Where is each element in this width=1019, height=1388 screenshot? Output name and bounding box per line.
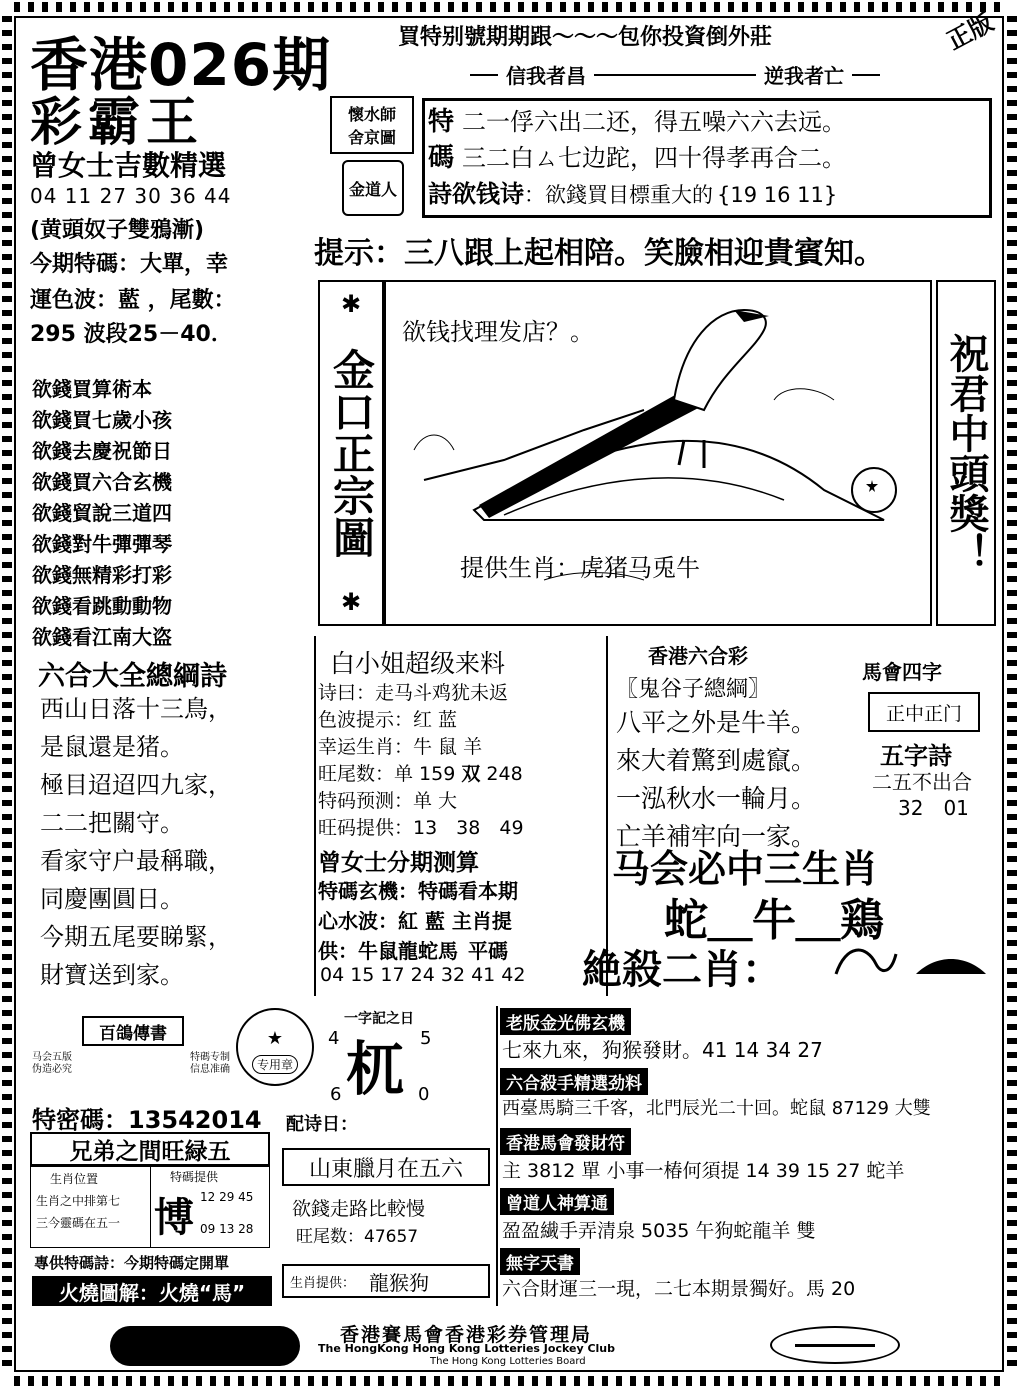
num-tl: 4 <box>328 1028 340 1049</box>
horse-title: 馬會四字 <box>862 660 942 684</box>
left-line1: 今期特碼：大單，幸 <box>30 252 229 277</box>
supply-big-char: 博 <box>154 1195 194 1241</box>
special-code-line <box>32 1100 262 1135</box>
num-tr: 5 <box>420 1028 432 1049</box>
motto-wang: 逆我者亡 <box>764 64 844 88</box>
s1-label-text: 老版金光佛玄機 <box>500 1008 631 1035</box>
footer-logo-right <box>770 1326 900 1364</box>
five-nums: 32 01 <box>898 796 969 820</box>
poem-line: 看家守户最稱職， <box>40 847 232 875</box>
note-1 <box>32 1052 72 1076</box>
s3-label-text: 香港馬會發財符 <box>500 1128 631 1155</box>
note-1b: 伪造必究 <box>32 1064 72 1075</box>
zeng-title: 曾女士分期测算 <box>318 850 479 876</box>
note-1a: 马会五版 <box>32 1052 72 1063</box>
pos-divider <box>150 1166 151 1248</box>
zeng-rows <box>318 876 518 966</box>
left-note: (黄頭奴子雙鴉漸) <box>30 218 205 243</box>
s1-text: 七來九來，狗猴發財。41 14 34 27 <box>502 1038 823 1062</box>
footer-en1: The HongKong Hong Kong Lotteries Jockey Club <box>318 1342 616 1355</box>
kill-label: 絶殺二肖： <box>582 947 782 993</box>
page-subtitle: 彩霸王 <box>30 93 205 153</box>
special-code-value: 13542014 <box>128 1106 262 1134</box>
special-label-2: 碼 <box>428 143 455 173</box>
bai-row: 特码预测：单 大 <box>318 790 458 812</box>
perforation-top <box>14 2 1004 12</box>
hint-label: 提示 <box>314 236 374 271</box>
right-banner <box>936 280 996 626</box>
bai-row: 幸运生肖：牛 鼠 羊 <box>318 736 483 758</box>
seal-text-b: 舍京圖 <box>347 128 396 147</box>
picture-caption-top: 欲钱找理发店？。 <box>402 318 594 346</box>
ghost-line: 一泓秋水一輪月。 <box>616 784 817 813</box>
zeng-numbers: 04 15 17 24 32 41 42 <box>320 964 526 986</box>
ghost-line: 來大着驚到處竄。 <box>616 746 817 775</box>
one-char-title: 一字記之日 <box>344 1011 414 1027</box>
motto-chang: 信我者昌 <box>506 64 586 88</box>
special-label-1: 特 <box>428 107 455 137</box>
perforation-right <box>1007 16 1017 1372</box>
five-line: 二五不出合 <box>872 770 972 794</box>
three-title: 马会必中三生肖 <box>612 847 879 891</box>
footer-en2: The Hong Kong Lotteries Board <box>430 1356 586 1367</box>
star-icon: ✱ <box>340 290 362 318</box>
seal-text-a: 懷水師 <box>347 105 396 124</box>
stamp-zhengban: 正版 <box>942 8 998 56</box>
s5-label <box>500 1248 580 1275</box>
bai-row: 色波提示：红 蓝 <box>318 709 458 731</box>
seal-master <box>330 96 414 154</box>
sx-box <box>282 1264 490 1298</box>
s2-text: 西臺馬騎三千客，北門辰光二十回。蛇鼠 87129 大雙 <box>502 1098 931 1119</box>
brothers-line: 兄弟之間旺緑五 <box>30 1132 270 1166</box>
supply-head: 特碼提供 <box>170 1170 219 1184</box>
round-seal <box>236 1008 314 1086</box>
zeng-shuibo: 心水波：紅 藍 主肖提 <box>318 909 512 933</box>
wang-shuang: 双 <box>461 763 481 785</box>
star-icon: ★ <box>266 1028 284 1049</box>
special-label-3: 詩欲钱诗 <box>428 180 524 208</box>
note-2 <box>190 1052 230 1076</box>
left-subtitle: 曾女士吉數精選 <box>30 149 227 182</box>
slogan: 買特别號期期跟～～～包你投資倒外莊 <box>398 25 773 50</box>
motto-line <box>470 60 880 89</box>
poem-line: 財寶送到家。 <box>40 961 184 989</box>
footer-logo-left <box>110 1326 300 1366</box>
pheasant-illustration <box>384 280 932 626</box>
lucky-numbers: 04 11 27 30 36 44 <box>30 184 232 208</box>
ghost-subtitle: 〖鬼谷子總綱〗 <box>616 677 771 702</box>
hint-text: ：三八跟上起相陪。笑臉相迎貴賓知。 <box>374 236 884 271</box>
list-item: 欲錢對牛彈彈琴 <box>32 532 172 556</box>
pos-line: 生肖之中排第七 <box>36 1194 121 1208</box>
special-poem-line: 專供特碼詩：今期特碼定開單 <box>34 1254 230 1272</box>
right-divider <box>496 1006 498 1306</box>
tail-line: 旺尾数：47657 <box>296 1227 419 1247</box>
five-title: 五字詩 <box>880 742 952 770</box>
wang-num: 248 <box>480 763 523 785</box>
special-text-2: 三二白ㄙ七边跎，四十得孝再合二。 <box>462 144 847 172</box>
perforation-left <box>2 16 12 1372</box>
left-line2: 運色波：藍 ，尾數： <box>30 288 236 313</box>
special-text-1: 二一俘六出二还，得五噪六六去远。 <box>462 108 847 136</box>
supply-n2: 09 13 28 <box>200 1222 254 1236</box>
perforation-bottom <box>14 1376 1004 1386</box>
bai-row-wang <box>318 761 524 788</box>
seal-taoist: 金道人 <box>342 160 404 216</box>
hint-line <box>314 228 884 272</box>
one-char-big: 杌 <box>346 1035 405 1103</box>
sx-label: 生肖提供： <box>290 1275 356 1291</box>
sx-value: 龍猴狗 <box>369 1270 430 1295</box>
poem-left-title: 六合大全總綱詩 <box>38 661 227 692</box>
left-line3: 295 波段25－40． <box>30 322 233 347</box>
list-item: 欲錢去慶祝節日 <box>32 439 172 463</box>
ghost-lines <box>616 704 816 856</box>
seal-text: 专用章 <box>252 1055 298 1074</box>
list-item: 欲錢看江南大盗 <box>32 625 172 649</box>
pos-col <box>36 1168 120 1234</box>
list-item: 欲錢無精彩打彩 <box>32 563 172 587</box>
bai-title: 白小姐超级来料 <box>330 649 506 678</box>
s4-label-text: 曾道人神算通 <box>500 1188 614 1215</box>
list-item: 欲錢買算術本 <box>32 377 152 401</box>
poem-line: 今期五尾要睇緊， <box>40 923 232 951</box>
pos-head: 生肖位置 <box>50 1172 99 1186</box>
mouse-icon <box>916 959 986 974</box>
zeng-gong-text: 供：牛鼠龍蛇馬 <box>318 939 458 963</box>
poem-left <box>40 690 232 994</box>
left-banner <box>318 280 384 626</box>
poem-mid-line: 山東臘月在五六 <box>282 1148 490 1186</box>
s3-label <box>500 1128 631 1155</box>
zeng-gong <box>318 936 518 966</box>
s1-label <box>500 1008 631 1035</box>
s3-text: 主 3812 單 小事一椿何須提 14 39 15 27 蛇羊 <box>502 1160 905 1182</box>
supply-n1: 12 29 45 <box>200 1190 254 1204</box>
num-bl: 6 <box>330 1084 342 1105</box>
bai-row: 旺码提供：13 38 49 <box>318 817 524 839</box>
special-lines <box>428 104 846 213</box>
num-br: 0 <box>418 1084 430 1105</box>
s5-text: 六合財運三一現，二七本期景獨好。馬 20 <box>502 1278 856 1300</box>
logo-bar <box>795 1344 875 1347</box>
dragon-icon <box>836 950 896 974</box>
poem-label: 配诗日： <box>286 1114 358 1135</box>
s5-label-text: 無字天書 <box>500 1248 580 1275</box>
horse-phrase: 正中正门 <box>868 692 980 732</box>
left-banner-text: 金口正宗圖 <box>327 348 376 558</box>
s4-text: 盈盈繊手弄清泉 5035 午狗蛇龍羊 雙 <box>502 1220 816 1242</box>
poem-line: 同慶團圓日。 <box>40 885 184 913</box>
fire-label: 火燒圖解：火燒“馬” <box>32 1276 272 1306</box>
poem-line: 二二把關守。 <box>40 809 184 837</box>
ghost-title: 香港六合彩 <box>648 644 748 668</box>
special-code-label: 特密碼： <box>32 1106 128 1134</box>
wang-label: 旺尾数：单 159 <box>318 763 462 785</box>
right-banner-text: 祝君中頭獎！ <box>943 333 989 573</box>
walk-line: 欲錢走路比較慢 <box>292 1198 426 1220</box>
page-title: 香港026期 <box>30 31 332 99</box>
list-item: 欲錢貿說三道四 <box>32 501 172 525</box>
special-text-3: ：欲錢買目標重大的 <box>524 183 713 207</box>
special-nums: {19 16 11} <box>717 183 838 207</box>
picture-caption-bottom: 提供生肖：虎猪马兎牛 <box>460 554 700 582</box>
pingma-label: 平碼 <box>468 939 508 963</box>
bai-rows <box>318 680 524 842</box>
three-animals: 蛇＿牛＿鶏 <box>664 895 884 946</box>
note-2b: 信息准确 <box>190 1064 230 1075</box>
zeng-xuanji: 特碼玄機：特碼看本期 <box>318 879 518 903</box>
pos-line: 三今靈碼在五一 <box>36 1216 121 1230</box>
dragon-mouse-icons <box>826 934 996 994</box>
s4-label <box>500 1188 614 1215</box>
star-icon: ✱ <box>340 588 362 616</box>
stamp-pigeon: 百鴿傳書 <box>82 1016 184 1046</box>
list-item: 欲錢看跳動動物 <box>32 594 172 618</box>
s2-label <box>500 1068 648 1095</box>
wish-list <box>32 374 172 653</box>
poem-line: 是鼠還是猪。 <box>40 733 184 761</box>
footer-org: 香港賽馬會香港彩券管理局 <box>340 1324 593 1346</box>
list-item: 欲錢買七歲小孩 <box>32 408 172 432</box>
poem-line: 西山日落十三鳥， <box>40 695 232 723</box>
s2-label-text: 六合殺手精選劲料 <box>500 1068 648 1095</box>
list-item: 欲錢買六合玄機 <box>32 470 172 494</box>
note-2a: 特碼专制 <box>190 1052 230 1063</box>
poem-line: 極目迢迢四九家， <box>40 771 232 799</box>
ghost-line: 八平之外是牛羊。 <box>616 708 817 737</box>
bai-row: 诗曰：走马斗鸡犹未返 <box>318 682 509 704</box>
ghost-line: 亡羊補牢向一家。 <box>616 822 817 851</box>
